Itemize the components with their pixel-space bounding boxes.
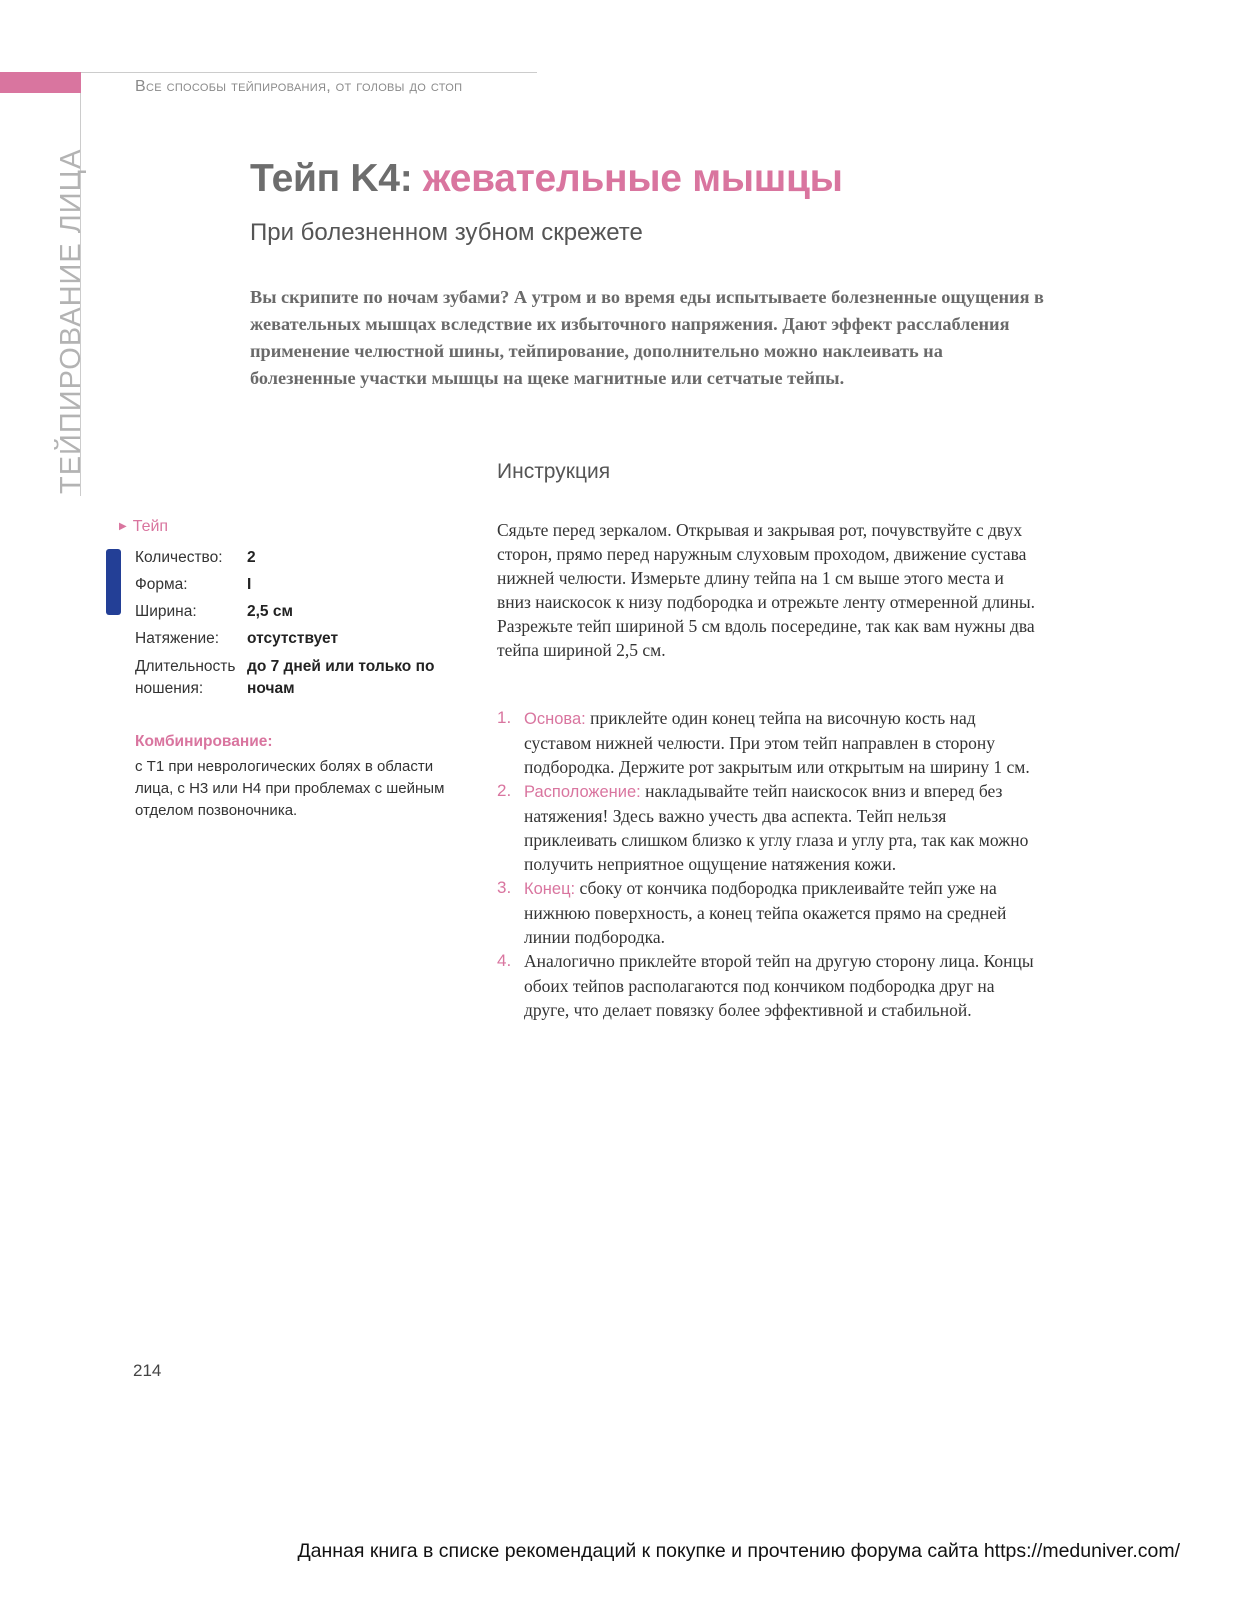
step-number: 4. [497, 951, 512, 970]
chapter-side-label: ТЕЙПИРОВАНИЕ ЛИЦА [55, 148, 87, 494]
spec-value: I [247, 576, 252, 593]
step-term: Конец: [524, 880, 576, 898]
page-title [250, 157, 843, 201]
step-text: Аналогично приклейте второй тейп на другую сторону лица. Концы обоих тейпов располагаются под кончиком подбородка друг на друге, что делает повязку более эффективной и стабильной. [524, 951, 1034, 1020]
instruction-heading: Инструкция [497, 460, 611, 483]
spec-value: отсутствует [247, 630, 339, 647]
tape-color-marker [106, 549, 121, 615]
title-prefix: Тейп K4: [250, 157, 423, 200]
spec-label: Длительность ношения: [135, 658, 236, 697]
tape-box-heading [119, 518, 168, 536]
spec-label: Натяжение: [135, 630, 220, 647]
spec-value: до 7 дней или только по ночам [247, 658, 435, 697]
step-text: накладывайте тейп наискосок вниз и вперед без натяжения! Здесь важно учесть два аспекта. Тейп нельзя приклеивать слишком близко к углу глаза и углу рта, так как можно получить неприятное ощущение натяжения кожи. [524, 781, 1029, 874]
spec-value: 2 [247, 549, 256, 566]
combination-heading: Комбинирование: [135, 733, 273, 750]
triangle-icon: ▶ [119, 521, 127, 532]
spec-label: Форма: [135, 576, 188, 593]
spec-label: Количество: [135, 549, 223, 566]
title-accent: жевательные мышцы [422, 157, 843, 200]
step-text: сбоку от кончика подбородка приклеивайте тейп уже на нижнюю поверхность, а конец тейпа окажется прямо на средней линии подбородка. [524, 878, 1007, 947]
step-number: 2. [497, 781, 512, 800]
step-text: приклейте один конец тейпа на височную кость над суставом нижней челюсти. При этом тейп направлен в сторону подбородка. Держите рот закрытым или открытым на ширину 1 см. [524, 708, 1030, 777]
header-rule [81, 72, 537, 73]
chapter-color-tab [0, 72, 81, 93]
step-number: 1. [497, 708, 512, 727]
page-subtitle: При болезненном зубном скрежете [250, 219, 643, 246]
list-item [497, 876, 1042, 949]
footer-note: Данная книга в списке рекомендаций к покупке и прочтению форума сайта https://meduniver.com/ [297, 1540, 1180, 1562]
step-term: Расположение: [524, 783, 641, 801]
spec-label: Ширина: [135, 603, 197, 620]
page-number: 214 [133, 1361, 162, 1380]
instruction-paragraph: Сядьте перед зеркалом. Открывая и закрывая рот, почувствуйте с двух сторон, прямо перед наружным слуховым проходом, движение сустава нижней челюсти. Измерьте длину тейпа на 1 см выше этого места и вниз наискосок к низу подбородка и отрежьте ленту отмеренной длины. Разрежьте тейп шириной 5 см вдоль посередине, так как вам нужны два тейпа шириной 2,5 см. [497, 520, 1035, 660]
step-term: Основа: [524, 710, 586, 728]
step-number: 3. [497, 878, 512, 897]
list-item [497, 779, 1042, 876]
running-head: Все способы тейпирования, от головы до стоп [135, 78, 463, 95]
list-item [497, 949, 1042, 1022]
instruction-steps [497, 706, 1042, 1022]
tape-box-heading-label: Тейп [132, 518, 169, 535]
list-item [497, 706, 1042, 779]
combination-text: с T1 при неврологических болях в области лица, с H3 или H4 при проблемах с шейным отделом позвоночника. [135, 758, 445, 819]
spec-value: 2,5 см [247, 603, 293, 620]
intro-paragraph: Вы скрипите по ночам зубами? А утром и во время еды испытываете болезненные ощущения в жевательных мышцах вследствие их избыточного напряжения. Дают эффект расслабления применение челюстной шины, тейпирование, дополнительно можно наклеивать на болезненные участки мышцы на щеке магнитные или сетчатые тейпы. [250, 287, 1044, 388]
